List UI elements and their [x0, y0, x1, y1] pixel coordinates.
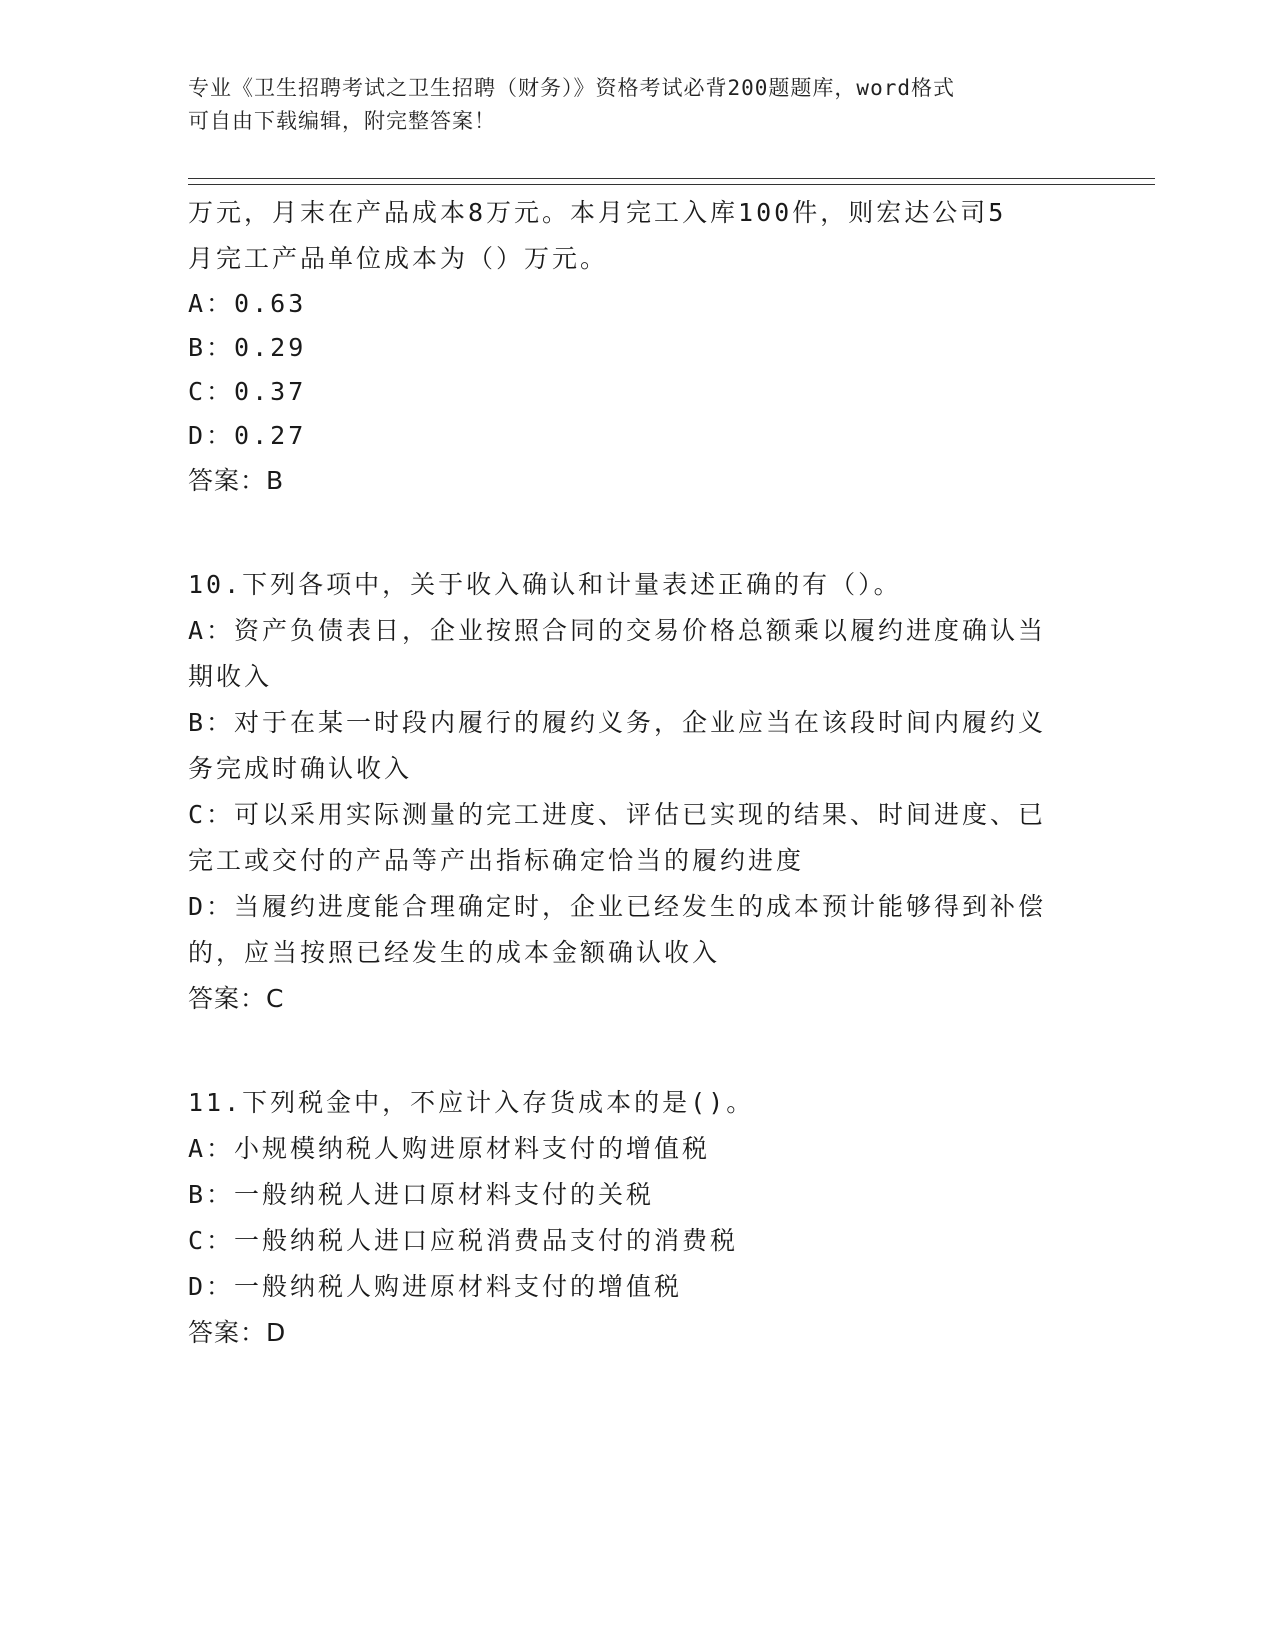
question-spacer	[188, 504, 1088, 562]
question-list	[188, 190, 1088, 1356]
question-11-option-d: D：一般纳税人购进原材料支付的增值税	[188, 1272, 683, 1301]
question-9-stem-line-2: 月完工产品单位成本为（）万元。	[188, 244, 609, 273]
document-header	[188, 72, 1068, 138]
question-10-option-a-line-1: A：资产负债表日，企业按照合同的交易价格总额乘以履约进度确认当	[188, 616, 1047, 645]
header-divider-bottom	[188, 184, 1155, 185]
question-10-option-c-line-2: 完工或交付的产品等产出指标确定恰当的履约进度	[188, 846, 805, 875]
question-11-option-c: C：一般纳税人进口应税消费品支付的消费税	[188, 1226, 739, 1255]
question-9-option-c: C：0.37	[188, 377, 307, 406]
question-10-option-b-line-2: 务完成时确认收入	[188, 754, 413, 783]
question-9-answer: 答案：B	[188, 466, 285, 495]
header-title-line-2: 可自由下载编辑，附完整答案！	[188, 109, 496, 133]
question-11-stem: 11.下列税金中，不应计入存货成本的是()。	[188, 1088, 755, 1117]
header-title-line-1: 专业《卫生招聘考试之卫生招聘（财务）》资格考试必背200题题库，word格式	[188, 76, 955, 100]
question-10-stem: 10.下列各项中，关于收入确认和计量表述正确的有（）。	[188, 570, 902, 599]
header-divider-top	[188, 178, 1155, 179]
question-spacer	[188, 1022, 1088, 1080]
question-11-option-a: A：小规模纳税人购进原材料支付的增值税	[188, 1134, 711, 1163]
question-9-option-b: B：0.29	[188, 333, 307, 362]
question-10-option-b-line-1: B：对于在某一时段内履行的履约义务，企业应当在该段时间内履约义	[188, 708, 1047, 737]
question-10-option-c-line-1: C：可以采用实际测量的完工进度、评估已实现的结果、时间进度、已	[188, 800, 1047, 829]
question-10-option-d-line-2: 的，应当按照已经发生的成本金额确认收入	[188, 938, 721, 967]
question-10-option-a-line-2: 期收入	[188, 662, 273, 691]
question-11	[188, 1080, 1088, 1356]
question-11-answer: 答案：D	[188, 1318, 287, 1347]
question-10-answer: 答案：C	[188, 984, 285, 1013]
question-10-option-d-line-1: D：当履约进度能合理确定时，企业已经发生的成本预计能够得到补偿	[188, 892, 1047, 921]
question-10	[188, 562, 1088, 1022]
question-9	[188, 190, 1088, 504]
question-9-stem-line-1: 万元，月末在产品成本8万元。本月完工入库100件，则宏达公司5	[188, 198, 1007, 227]
question-9-option-d: D：0.27	[188, 421, 307, 450]
question-11-option-b: B：一般纳税人进口原材料支付的关税	[188, 1180, 655, 1209]
question-9-option-a: A：0.63	[188, 289, 307, 318]
